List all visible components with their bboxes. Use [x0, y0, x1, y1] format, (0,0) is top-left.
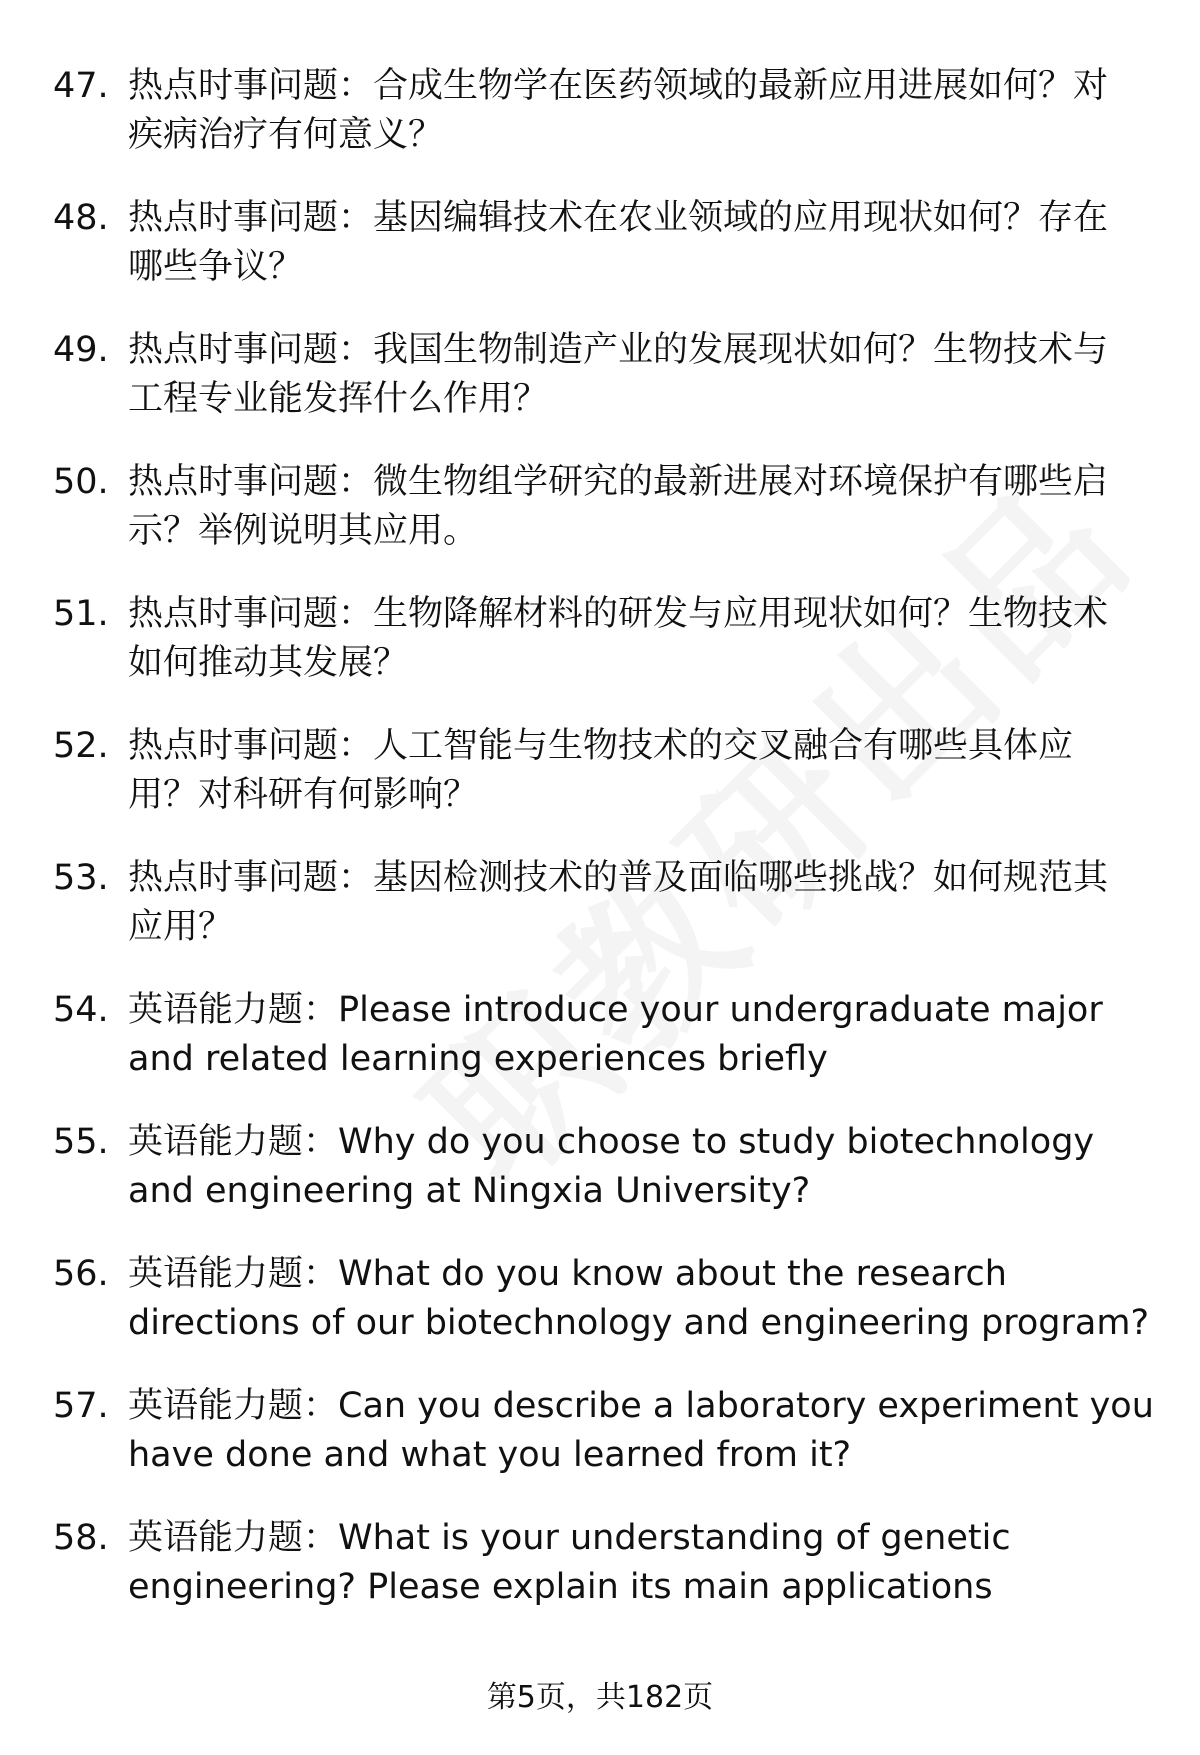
question-line: 英语能力题：What is your understanding of genetic — [128, 1518, 1011, 1558]
question-item — [0, 854, 1200, 986]
question-item — [0, 326, 1200, 458]
question-number: 55. — [53, 1122, 109, 1162]
question-number: 47. — [53, 66, 109, 106]
question-item — [0, 458, 1200, 590]
question-line: 英语能力题：What do you know about the research — [128, 1254, 1007, 1294]
question-number: 49. — [53, 330, 109, 370]
question-item — [0, 194, 1200, 326]
question-text — [128, 722, 1148, 820]
question-text — [128, 1382, 1154, 1480]
question-item — [0, 1382, 1200, 1514]
question-line: 热点时事问题：我国生物制造产业的发展现状如何？生物技术与 — [128, 330, 1109, 370]
question-line: 热点时事问题：合成生物学在医药领域的最新应用进展如何？对 — [128, 66, 1109, 106]
question-number: 51. — [53, 594, 109, 634]
question-number: 54. — [53, 990, 109, 1030]
question-list — [0, 62, 1200, 1646]
question-text — [128, 194, 1148, 292]
question-item — [0, 1118, 1200, 1250]
question-number: 57. — [53, 1386, 109, 1426]
question-item — [0, 1250, 1200, 1382]
question-line: have done and what you learned from it? — [128, 1435, 852, 1475]
question-line: 热点时事问题：人工智能与生物技术的交叉融合有哪些具体应 — [128, 726, 1074, 766]
question-line: 如何推动其发展？ — [128, 643, 409, 683]
question-line: 哪些争议？ — [128, 247, 304, 287]
question-number: 53. — [53, 858, 109, 898]
question-line: 用？对科研有何影响？ — [128, 775, 479, 815]
question-text — [128, 458, 1148, 556]
question-line: 示？举例说明其应用。 — [128, 511, 479, 551]
question-number: 52. — [53, 726, 109, 766]
question-line: 英语能力题：Can you describe a laboratory experiment you — [128, 1386, 1154, 1426]
question-line: directions of our biotechnology and engineering program? — [128, 1303, 1150, 1343]
question-text — [128, 1118, 1148, 1216]
question-line: 英语能力题：Please introduce your undergraduate major — [128, 990, 1103, 1030]
question-line: 应用？ — [128, 907, 234, 947]
question-line: 热点时事问题：基因检测技术的普及面临哪些挑战？如何规范其 — [128, 858, 1109, 898]
question-text — [128, 590, 1148, 688]
question-item — [0, 986, 1200, 1118]
question-text — [128, 986, 1148, 1084]
question-line: 热点时事问题：基因编辑技术在农业领域的应用现状如何？存在 — [128, 198, 1109, 238]
question-text — [128, 62, 1148, 160]
question-line: engineering? Please explain its main applications — [128, 1567, 993, 1607]
question-line: 疾病治疗有何意义？ — [128, 115, 444, 155]
question-line: and engineering at Ningxia University? — [128, 1171, 811, 1211]
question-text — [128, 1250, 1148, 1348]
question-line: 工程专业能发挥什么作用？ — [128, 379, 549, 419]
question-line: 热点时事问题：生物降解材料的研发与应用现状如何？生物技术 — [128, 594, 1109, 634]
page-number-label: 第5页，共182页 — [486, 1680, 714, 1715]
page-footer — [0, 1678, 1200, 1718]
question-text — [128, 1514, 1148, 1612]
question-number: 56. — [53, 1254, 109, 1294]
question-line: and related learning experiences briefly — [128, 1039, 828, 1079]
question-line: 英语能力题：Why do you choose to study biotechnology — [128, 1122, 1095, 1162]
question-item — [0, 1514, 1200, 1646]
question-item — [0, 590, 1200, 722]
question-item — [0, 62, 1200, 194]
question-number: 48. — [53, 198, 109, 238]
question-text — [128, 854, 1148, 952]
question-line: 热点时事问题：微生物组学研究的最新进展对环境保护有哪些启 — [128, 462, 1109, 502]
question-item — [0, 722, 1200, 854]
question-text — [128, 326, 1148, 424]
question-number: 58. — [53, 1518, 109, 1558]
question-number: 50. — [53, 462, 109, 502]
